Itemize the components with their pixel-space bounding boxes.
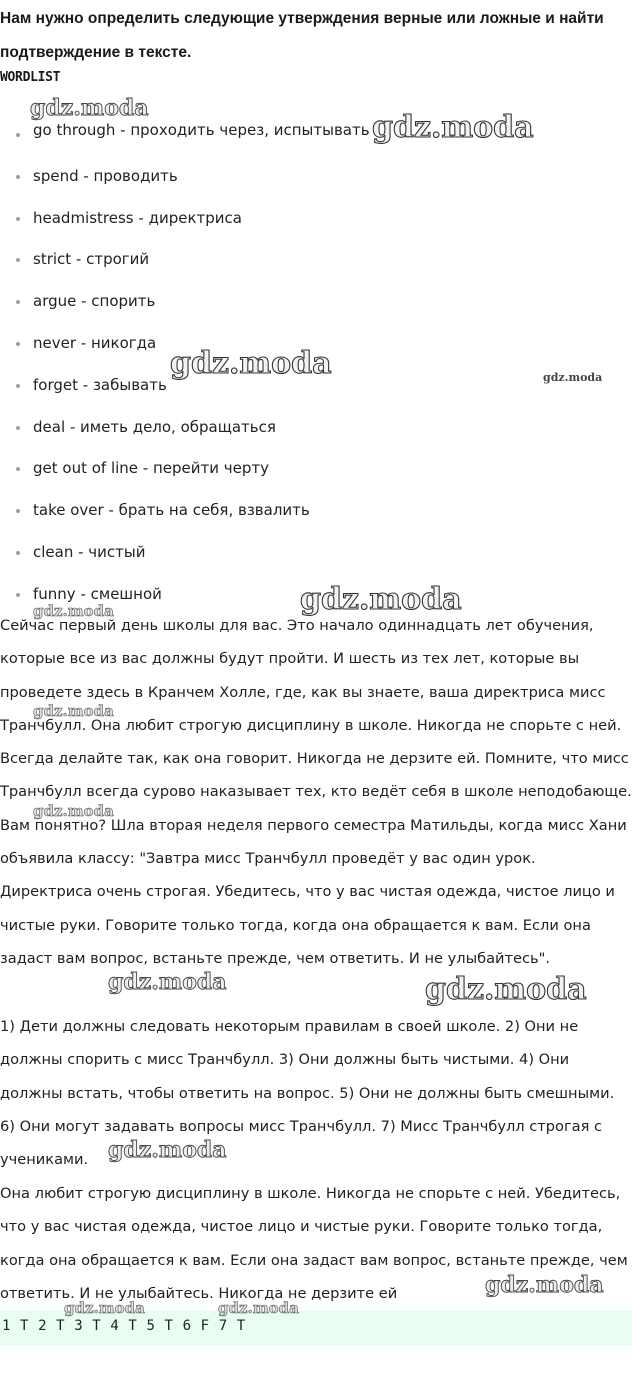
bullet-icon bbox=[16, 467, 20, 471]
word-text: argue - спорить bbox=[33, 292, 156, 311]
word-text: clean - чистый bbox=[33, 542, 146, 561]
word-text: take over - брать на себя, взвалить bbox=[33, 501, 310, 520]
watermark-logo: gdz.moda bbox=[64, 1299, 145, 1317]
word-text: funny - смешной bbox=[33, 584, 162, 603]
task-intro: Нам нужно определить следующие утверждения верные или ложные и найти подтверждение в тексте. bbox=[0, 10, 604, 61]
bullet-icon bbox=[16, 217, 20, 221]
watermark-logo: gdz.moda bbox=[33, 602, 114, 620]
watermark-logo: gdz.moda bbox=[485, 1272, 604, 1298]
watermark-logo: gdz.moda bbox=[30, 95, 149, 121]
bullet-icon bbox=[16, 426, 20, 430]
word-item bbox=[0, 198, 370, 240]
bullet-icon bbox=[16, 509, 20, 513]
word-text: get out of line - перейти черту bbox=[33, 459, 269, 478]
word-item bbox=[0, 407, 370, 449]
evidence-paragraph: Она любит строгую дисциплину в школе. Никогда не спорьте с ней. Убедитесь, что у вас чистая одежда, чистое лицо и чистые руки. Говорите только тогда, когда она обращается к вам. Если она задаст вам вопрос, встаньте прежде, чем ответить. И не улыбайтесь. Никогда не дерзите ей bbox=[0, 1185, 628, 1302]
word-text: headmistress - директриса bbox=[33, 208, 242, 227]
watermark-logo: gdz.moda bbox=[218, 1299, 299, 1317]
word-text: go through - проходить через, испытывать bbox=[33, 121, 370, 139]
watermark-logo: gdz.moda bbox=[108, 969, 227, 995]
word-text: strict - строгий bbox=[33, 250, 150, 269]
word-item bbox=[0, 490, 370, 532]
bullet-icon bbox=[16, 300, 20, 304]
word-text: never - никогда bbox=[33, 333, 157, 352]
word-item bbox=[0, 532, 370, 574]
bullet-icon bbox=[16, 258, 20, 262]
bullet-icon bbox=[16, 551, 20, 555]
word-text: spend - проводить bbox=[33, 166, 178, 185]
watermark-logo: gdz.moda bbox=[372, 110, 534, 145]
watermark-logo: gdz.moda bbox=[543, 371, 603, 384]
bullet-icon bbox=[16, 384, 20, 388]
word-item bbox=[0, 281, 370, 323]
word-item bbox=[0, 448, 370, 490]
story-paragraph: Сейчас первый день школы для вас. Это начало одиннадцать лет обучения, которые все из вас должны будут пройти. И шесть из тех лет, которые вы проведете здесь в Кранчем Холле, где, как вы знаете, ваша директриса мисс Транчбулл. Она любит строгую дисциплину в школе. Никогда не спорьте с ней. Всегда делайте так, как она говорит. Никогда не дерзите ей. Помните, что мисс Транчбулл всегда сурово наказывает тех, кто ведёт себя в школе неподобающе. Вам понятно? Шла вторая неделя первого семестра Матильды, когда мисс Хани объявила классу: "Завтра мисс Транчбулл проведёт у вас один урок. Директриса очень строгая. Убедитесь, что у вас чистая одежда, чистое лицо и чистые руки. Говорите только тогда, когда она обращается к вам. Если она задаст вам вопрос, встаньте прежде, чем ответить. И не улыбайтесь". bbox=[0, 617, 632, 967]
word-item bbox=[0, 239, 370, 281]
bullet-icon bbox=[16, 133, 20, 137]
watermark-logo: gdz.moda bbox=[33, 702, 114, 720]
statements-paragraph: 1) Дети должны следовать некоторым правилам в своей школе. 2) Они не должны спорить с мисс Транчбулл. 3) Они должны быть чистыми. 4) Они должны встать, чтобы ответить на вопрос. 5) Они не должны быть смешными. 6) Они могут задавать вопросы мисс Транчбулл. 7) Мисс Транчбулл строгая с учениками. bbox=[0, 1018, 615, 1169]
bullet-icon bbox=[16, 175, 20, 179]
watermark-logo: gdz.moda bbox=[33, 802, 114, 820]
wordlist-heading: WORDLIST bbox=[0, 70, 61, 85]
answer-text: 1 T 2 T 3 T 4 T 5 T 6 F 7 T bbox=[2, 1318, 246, 1334]
bullet-icon bbox=[16, 342, 20, 346]
word-text: forget - забывать bbox=[33, 375, 167, 394]
watermark-logo: gdz.moda bbox=[108, 1137, 227, 1163]
watermark-logo: gdz.moda bbox=[170, 346, 332, 381]
bullet-icon bbox=[16, 593, 20, 597]
watermark-logo: gdz.moda bbox=[300, 582, 462, 617]
word-text: deal - иметь дело, обращаться bbox=[33, 417, 276, 436]
word-item bbox=[0, 156, 370, 198]
watermark-logo: gdz.moda bbox=[425, 972, 587, 1007]
